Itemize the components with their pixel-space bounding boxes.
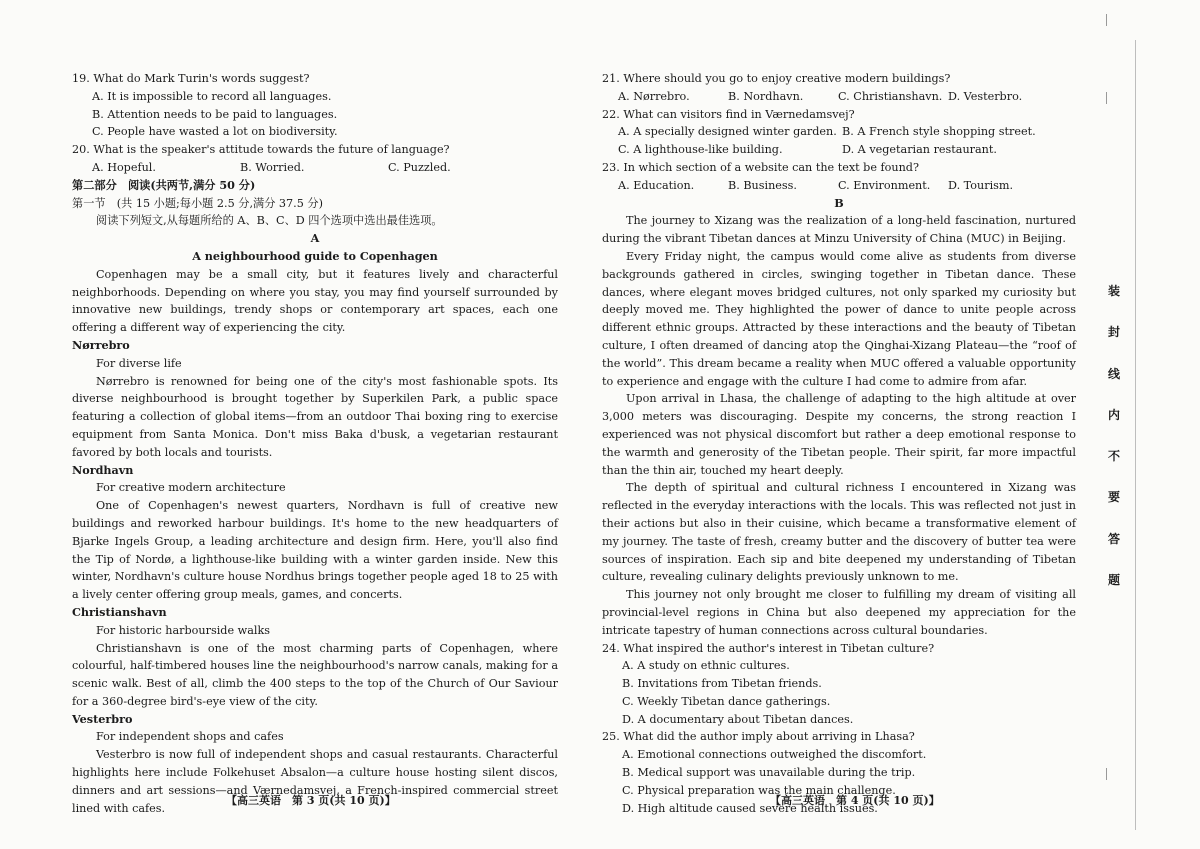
question-25-stem: 25. What did the author imply about arriving in Lhasa? [602,730,915,744]
q25-option-d: D. High altitude caused severe health issues. [622,801,878,815]
q20-option-c: C. Puzzled. [388,160,451,174]
q20-option-b: B. Worried. [240,160,305,174]
q22-option-a: A. A specially designed winter garden. [618,125,837,139]
passage-intro: Copenhagen may be a small city, but it features lively and characterful neighborhoods. Depending on where you stay, you may find yourself surrounded by innovative new buildings, trendy shops or contemporary art spaces, each one offering a different way of experiencing the city. [72,267,558,335]
passage-b-paragraph: The depth of spiritual and cultural richness I encountered in Xizang was reflected in the everyday interactions with the locals. This was reflected not just in their actions but also in their cuisine, which became a transformative element of my journey. The taste of fresh, creamy butter and the discovery of butter tea were sources of inspiration. Each sip and bite deepened my understanding of Tibetan culture, revealing culinary delights previously unknown to me. [602,481,1076,584]
q19-option-a: A. It is impossible to record all languages. [92,89,332,103]
question-20-stem: 20. What is the speaker's attitude towards the future of language? [72,143,450,157]
page-4-footer: 【高三英语 第 4 页(共 10 页)】 [770,794,940,807]
q20-options [72,159,558,177]
question-24-stem: 24. What inspired the author's interest in Tibetan culture? [602,641,935,655]
q25-option-c: C. Physical preparation was the main challenge. [622,783,896,797]
margin-tick [1106,768,1107,780]
q24-option-b: B. Invitations from Tibetan friends. [622,677,822,691]
passage-b-paragraph: Upon arrival in Lhasa, the challenge of adapting to the high altitude at over 3,000 meters was discouraging. Despite my concerns, the strong reaction I experienced was not physical discomfort but rather a deep emotional response to the warmth and generosity of the Tibetan people. Their spirit, far more impactful than the thin air, touched my heart deeply. [602,392,1076,477]
seal-char: 要 [1107,490,1120,505]
subsection-heading: 第一节 (共 15 小题;每小题 2.5 分,满分 37.5 分) [72,196,323,210]
passage-b-paragraph: This journey not only brought me closer to fulfilling my dream of visiting all provincial-level regions in China but also deepened my appreciation for the intricate tapestry of human connections across cultural boundaries. [602,588,1076,637]
passage-letter-b: B [834,195,844,210]
q22-option-c: C. A lighthouse-like building. [618,143,783,157]
passage-b-paragraph: The journey to Xizang was the realization of a long-held fascination, nurtured during the vibrant Tibetan dances at Minzu University of China (MUC) in Beijing. [602,214,1076,246]
neighborhood-subtitle: For historic harbourside walks [96,623,270,637]
q21-option-c: C. Christianshavn. [838,89,943,103]
q21-options [602,88,1076,106]
q21-option-a: A. Nørrebro. [618,89,690,103]
q19-option-c: C. People have wasted a lot on biodiversity. [92,125,338,139]
question-19-stem: 19. What do Mark Turin's words suggest? [72,72,310,85]
seal-char: 封 [1107,325,1120,340]
passage-b-paragraph: Every Friday night, the campus would come alive as students from diverse backgrounds gathered in circles, swinging together in Tibetan dance. These dances, where elegant moves bridged cultures, not only sparked my curiosity but deeply moved me. They highlighted the power of dance to unite people across different ethnic groups. Attracted by these interactions and the beauty of Tibetan culture, I often dreamed of dancing atop the Qinghai-Xizang Plateau—the “roof of the world”. This dream became a reality when MUC offered a valuable opportunity to experience and engage with the culture I had come to admire from afar. [602,249,1076,388]
neighborhood-name: Christianshavn [72,604,167,619]
q24-option-c: C. Weekly Tibetan dance gatherings. [622,694,831,708]
seal-char: 装 [1107,284,1120,298]
neighborhood-name: Nordhavn [72,462,134,477]
q19-option-b: B. Attention needs to be paid to languages. [92,107,338,121]
neighborhood-subtitle: For independent shops and cafes [96,730,284,744]
margin-tick [1106,92,1107,104]
q22-options-row-2 [602,141,1076,159]
q23-option-d: D. Tourism. [948,178,1014,192]
seal-char: 题 [1107,572,1120,587]
page-3-footer: 【高三英语 第 3 页(共 10 页)】 [226,794,396,807]
seal-char: 不 [1107,449,1120,464]
q25-option-a: A. Emotional connections outweighed the discomfort. [622,748,927,762]
q23-options [602,177,1076,195]
question-23-stem: 23. In which section of a website can the text be found? [602,160,919,174]
q24-option-a: A. A study on ethnic cultures. [622,659,790,673]
q21-option-b: B. Nordhavn. [728,89,804,103]
question-21-stem: 21. Where should you go to enjoy creative modern buildings? [602,72,951,85]
q24-option-d: D. A documentary about Tibetan dances. [622,712,854,726]
binding-margin-line [1135,40,1136,830]
seal-char: 答 [1107,531,1120,546]
seal-char: 内 [1107,407,1120,422]
neighborhood-text: Nørrebro is renowned for being one of the city's most fashionable spots. Its diverse neighbourhood is brought together by Superkilen Park, a public space featuring a collection of global items—from an outdoor Thai boxing ring to exercise equipment from Santa Monica. Don't miss Baka d'busk, a vegetarian restaurant favored by both locals and tourists. [72,374,558,459]
q22-option-d: D. A vegetarian restaurant. [842,143,997,157]
q20-option-a: A. Hopeful. [92,160,156,174]
question-22-stem: 22. What can visitors find in Værnedamsvej? [602,107,855,121]
margin-tick [1106,14,1107,26]
q22-option-b: B. A French style shopping street. [842,125,1036,139]
seal-line-notice [1103,282,1125,588]
neighborhood-text: Christianshavn is one of the most charming parts of Copenhagen, where colourful, half-timbered houses line the neighbourhood's narrow canals, making for a scenic walk. Best of all, climb the 400 steps to the top of the Church of Our Saviour for a 360-degree bird's-eye view of the city. [72,641,558,708]
q21-option-d: D. Vesterbro. [948,89,1023,103]
instruction: 阅读下列短文,从每题所给的 A、B、C、D 四个选项中选出最佳选项。 [96,214,443,228]
section-heading: 第二部分 阅读(共两节,满分 50 分) [72,177,256,192]
neighborhood-name: Vesterbro [72,711,133,726]
q23-option-b: B. Business. [728,178,797,192]
q23-option-c: C. Environment. [838,178,931,192]
q23-option-a: A. Education. [618,178,695,192]
neighborhood-subtitle: For diverse life [96,356,182,370]
passage-title: A neighbourhood guide to Copenhagen [192,248,438,263]
q25-option-b: B. Medical support was unavailable during the trip. [622,766,916,780]
page-3-column [72,70,558,817]
neighborhood-text: One of Copenhagen's newest quarters, Nordhavn is full of creative new buildings and reworked harbour buildings. It's home to the new headquarters of Bjarke Ingels Group, a leading architecture and design firm. Here, you'll also find the Tip of Nordø, a lighthouse-like building with a winter garden inside. New this winter, Nordhavn's culture house Nordhus brings together people aged 18 to 25 with a lively center offering group meals, games, and concerts. [72,499,558,602]
neighborhood-subtitle: For creative modern architecture [96,481,286,495]
page-4-column [602,70,1076,817]
neighborhood-text: Vesterbro is now full of independent shops and casual restaurants. Characterful highlights here include Folkehuset Absalon—a culture house hosting silent discos, dinners and art sessions—and Værnedamsvej, a French-inspired commercial street lined with cafes. [72,748,558,815]
neighborhood-name: Nørrebro [72,337,130,352]
passage-letter-a: A [310,231,320,246]
seal-char: 线 [1107,366,1120,381]
q22-options-row-1 [602,123,1076,141]
